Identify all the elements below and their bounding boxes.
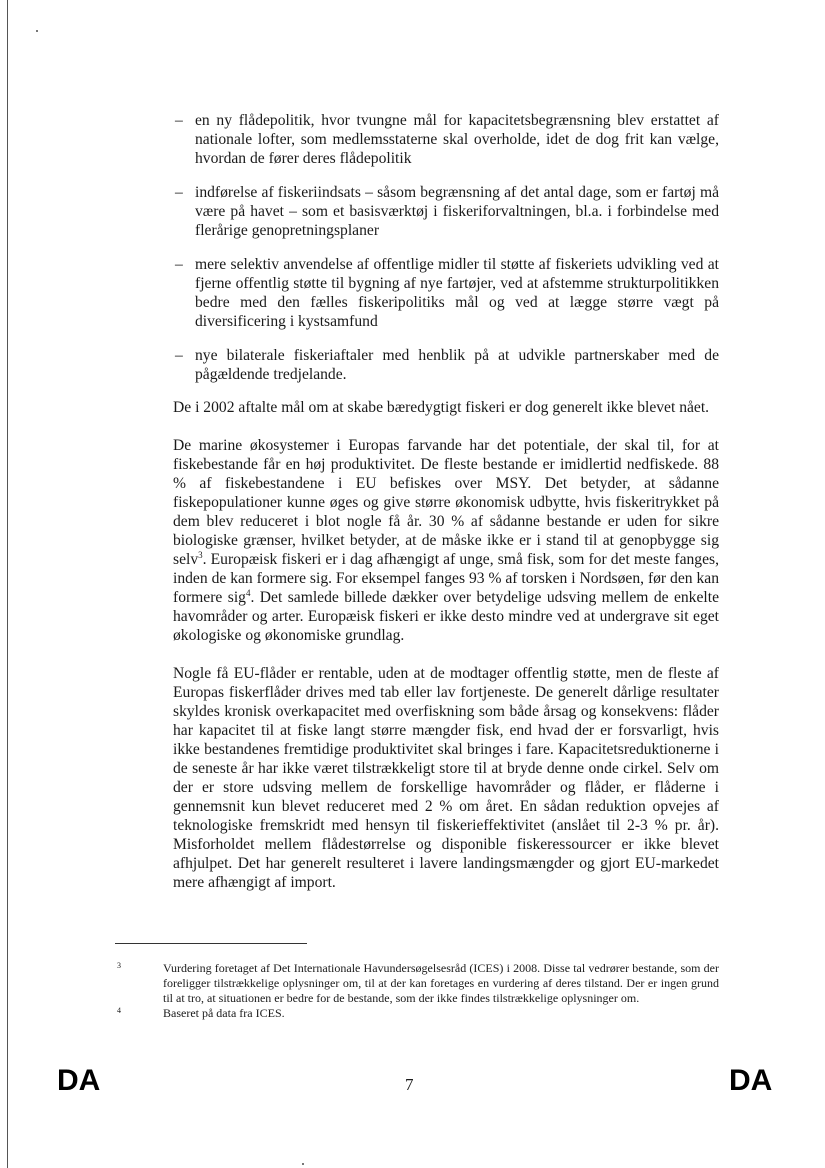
bullet-dash: – — [175, 347, 183, 364]
footnote-text: Baseret på data fra ICES. — [163, 1006, 285, 1020]
footnote-separator — [115, 943, 307, 944]
footnote-number: 3 — [117, 961, 121, 970]
list-item-text: nye bilaterale fiskeriaftaler med henblik på at udvikle partnerskaber med de pågældende tredjelande. — [195, 347, 719, 383]
paragraph-goals: De i 2002 aftalte mål om at skabe bæredygtigt fiskeri er dog generelt ikke blevet nået. — [173, 399, 710, 416]
list-item — [173, 111, 719, 168]
footnote-ref-4[interactable]: 4 — [245, 587, 251, 598]
footnotes — [115, 961, 719, 1021]
scan-speck — [302, 1163, 304, 1165]
footnote-number: 4 — [117, 1006, 121, 1015]
list-item — [173, 183, 719, 240]
footnote-ref-3[interactable]: 3 — [198, 549, 203, 560]
list-item — [173, 255, 719, 331]
page-number: 7 — [405, 1075, 414, 1094]
paragraph-text: . Det samlede billede dækker over betydelige udsving mellem de enkelte havområder og arter. Europæisk fiskeri er ikke desto mindre ved at undergrave sit eget økologiske og økonomiske grundlag. — [173, 589, 719, 644]
bullet-dash: – — [175, 184, 183, 201]
paragraph-fleets: Nogle få EU-flåder er rentable, uden at de modtager offentlig støtte, men de fleste af Europas fiskerflåder drives med tab eller lav fortjeneste. De generelt dårlige resultater skyldes kronisk overkapacitet med overfiskning som både årsag og konsekvens: flåder har kapacitet til at fiske langt større mængder fisk, end hvad der er forsvarligt, hvis ikke bestandenes fremtidige produktivitet skal bringes i fare. Kapacitetsreduktionerne i de seneste år har ikke været tilstrækkeligt store til at bryde denne onde cirkel. Selv om der er store udsving mellem de forskellige havområder og flåder, er flåderne i gennemsnit kun blevet reduceret med 2 % om året. En sådan reduktion opvejes af teknologiske fremskridt med hensyn til fiskerieffektivitet (anslået til 2-3 % pr. år). Misforholdet mellem flådestørrelse og disponible fiskeressourcer er ikke blevet afhjulpet. Det har generelt resulteret i lavere landingsmængder og gjort EU-markedet mere afhængigt af import. — [173, 665, 719, 891]
paragraph-text: De marine økosystemer i Europas farvande har det potentiale, der skal til, for at fiskebestande får en høj produktivitet. De fleste bestande er imidlertid nedfiskede. 88 % af fiskebestandene i EU befiskes over MSY. Det betyder, at sådanne fiskepopulationer kunne øges og give større økonomisk udbytte, hvis fiskeritrykket på dem blev reduceret i blot nogle få år. 30 % af sådanne bestande er uden for sikre biologiske grænser, hvilket betyder, at de måske ikke er i stand til at genopbygge sig selv — [173, 437, 719, 568]
footnote-4 — [115, 1006, 719, 1021]
list-item-text: en ny flådepolitik, hvor tvungne mål for kapacitetsbegrænsning blev erstattet af nationale lofter, som medlemsstaterne skal overholde, idet de dog frit kan vælge, hvordan de fører deres flådepolitik — [195, 112, 719, 167]
paragraph-ecosystems — [173, 436, 719, 645]
list-item — [173, 346, 719, 384]
list-item-text: indførelse af fiskeriindsats – såsom begrænsning af det antal dage, som er fartøj må være på havet – som et basisværktøj i fiskeriforvaltningen, bl.a. i forbindelse med flerårige genopretningsplaner — [195, 184, 719, 239]
paragraph-text: . Europæisk fiskeri er i dag afhængigt af unge, små fisk, som for det meste fanges, inden de kan formere sig. For eksempel fanges 93 % af torsken i Nordsøen, før den kan formere sig — [173, 551, 719, 606]
list-item-text: mere selektiv anvendelse af offentlige midler til støtte af fiskeriets udvikling ved at fjerne offentlig støtte til bygning af nye fartøjer, ved at afstemme strukturpolitikken bedre med den fælles fiskeripolitiks mål og ved at lægge større vægt på diversificering i kystsamfund — [195, 256, 719, 330]
bullet-dash: – — [175, 256, 183, 273]
scan-speck — [36, 30, 38, 32]
bullet-list — [173, 111, 719, 384]
footnote-text: Vurdering foretaget af Det Internationale Havundersøgelsesråd (ICES) i 2008. Disse tal vedrører bestande, som der foreligger tilstrækkelige oplysninger om, til at der kan foretages en vurdering af deres tilstand. Der er ingen grund til at tro, at situationen er bedre for de bestande, som der ikke findes tilstrækkelige oplysninger om. — [163, 961, 719, 1005]
scan-page-edge — [7, 0, 8, 1168]
language-code-left: DA — [57, 1064, 101, 1097]
footnote-3 — [115, 961, 719, 1006]
language-code-right: DA — [729, 1064, 773, 1097]
bullet-dash: – — [175, 112, 183, 129]
document-body — [173, 111, 719, 911]
